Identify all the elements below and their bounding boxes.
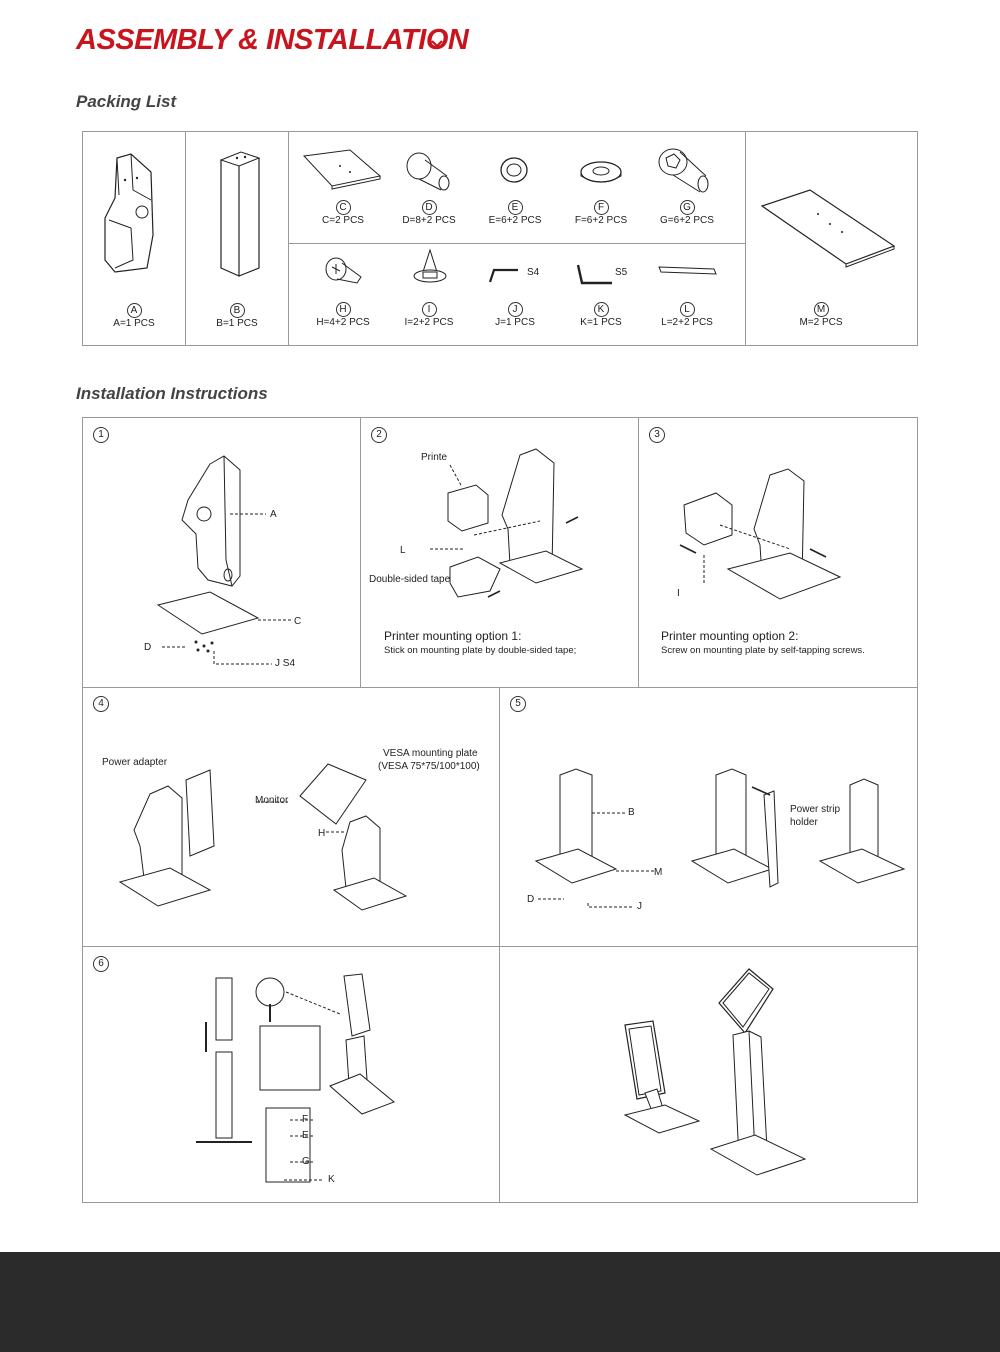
step-6-drawing bbox=[190, 970, 410, 1190]
label-h: H bbox=[318, 828, 326, 839]
part-j-drawing bbox=[488, 266, 520, 286]
page-title: ASSEMBLY & INSTALLATION bbox=[76, 24, 469, 56]
part-j-caption: J J=1 PCS bbox=[495, 304, 535, 328]
label-power-adapter: Power adapter bbox=[102, 757, 168, 768]
tool-label-s5: S5 bbox=[615, 267, 628, 278]
label-power-strip: Power strip bbox=[790, 804, 841, 815]
finished-kiosks-drawing bbox=[615, 965, 815, 1185]
label-i: I bbox=[677, 588, 680, 599]
part-f-drawing bbox=[578, 158, 624, 188]
label-d-step5: D bbox=[527, 894, 535, 905]
part-i-drawing bbox=[410, 248, 450, 290]
tool-label-s4: S4 bbox=[527, 267, 540, 278]
page-footer bbox=[0, 1252, 1000, 1352]
part-h-caption: H H=4+2 PCS bbox=[316, 304, 370, 328]
option-1-description: Stick on mounting plate by double-sided tape; bbox=[384, 645, 577, 656]
step-6-number: 6 bbox=[93, 956, 109, 972]
label-m: M bbox=[654, 867, 663, 878]
packing-list-title: Packing List bbox=[76, 92, 177, 111]
label-holder: holder bbox=[790, 817, 818, 828]
step-1-drawing bbox=[140, 450, 310, 670]
label-f: F bbox=[302, 1114, 309, 1125]
option-2-title: Printer mounting option 2: bbox=[661, 629, 799, 643]
part-b-drawing bbox=[215, 148, 265, 283]
step-4-number: 4 bbox=[93, 696, 109, 712]
part-c-caption: C C=2 PCS bbox=[322, 202, 364, 226]
step-3-drawing bbox=[670, 465, 870, 610]
part-g-caption: G G=6+2 PCS bbox=[660, 202, 714, 226]
part-b-caption: B B=1 PCS bbox=[216, 305, 258, 329]
step-5-drawing bbox=[520, 765, 910, 915]
part-a-caption: A A=1 PCS bbox=[113, 305, 155, 329]
label-vesa-sizes: (VESA 75*75/100*100) bbox=[378, 761, 480, 772]
label-d: D bbox=[144, 642, 152, 653]
installation-title: Installation Instructions bbox=[76, 384, 268, 403]
label-j-s4: J S4 bbox=[275, 658, 296, 669]
part-c-drawing bbox=[300, 148, 385, 193]
part-g-drawing bbox=[656, 146, 714, 196]
part-a-drawing bbox=[95, 150, 165, 280]
label-c: C bbox=[294, 616, 302, 627]
label-printer: Printe bbox=[421, 452, 448, 463]
label-g: G bbox=[302, 1156, 310, 1167]
part-h-drawing bbox=[323, 255, 365, 287]
chevron-down-icon[interactable] bbox=[430, 38, 444, 50]
label-l: L bbox=[400, 545, 406, 556]
label-monitor: Monitor bbox=[255, 795, 289, 806]
step-4-drawing bbox=[110, 750, 430, 920]
option-1-title: Printer mounting option 1: bbox=[384, 629, 522, 643]
part-l-caption: L L=2+2 PCS bbox=[661, 304, 713, 328]
label-k: K bbox=[328, 1174, 335, 1185]
part-m-caption: M M=2 PCS bbox=[799, 304, 843, 328]
part-e-drawing bbox=[498, 155, 530, 185]
option-2-description: Screw on mounting plate by self-tapping screws. bbox=[661, 645, 865, 656]
part-k-caption: K K=1 PCS bbox=[580, 304, 622, 328]
label-j: J bbox=[637, 901, 642, 912]
step-2-number: 2 bbox=[371, 427, 387, 443]
part-k-drawing bbox=[574, 262, 616, 288]
step-3-number: 3 bbox=[649, 427, 665, 443]
label-a: A bbox=[270, 509, 277, 520]
label-vesa-plate: VESA mounting plate bbox=[383, 748, 478, 759]
label-b: B bbox=[628, 807, 635, 818]
part-e-caption: E E=6+2 PCS bbox=[488, 202, 542, 226]
part-m-drawing bbox=[758, 188, 898, 268]
part-l-drawing bbox=[656, 263, 720, 281]
part-d-caption: D D=8+2 PCS bbox=[402, 202, 456, 226]
part-f-caption: F F=6+2 PCS bbox=[574, 202, 628, 226]
part-d-drawing bbox=[403, 150, 455, 195]
step-1-number: 1 bbox=[93, 427, 109, 443]
label-e: E bbox=[302, 1130, 309, 1141]
step-2-drawing bbox=[390, 445, 590, 615]
label-double-sided-tape: Double-sided tape bbox=[369, 574, 451, 585]
part-i-caption: I I=2+2 PCS bbox=[404, 304, 454, 328]
step-5-number: 5 bbox=[510, 696, 526, 712]
